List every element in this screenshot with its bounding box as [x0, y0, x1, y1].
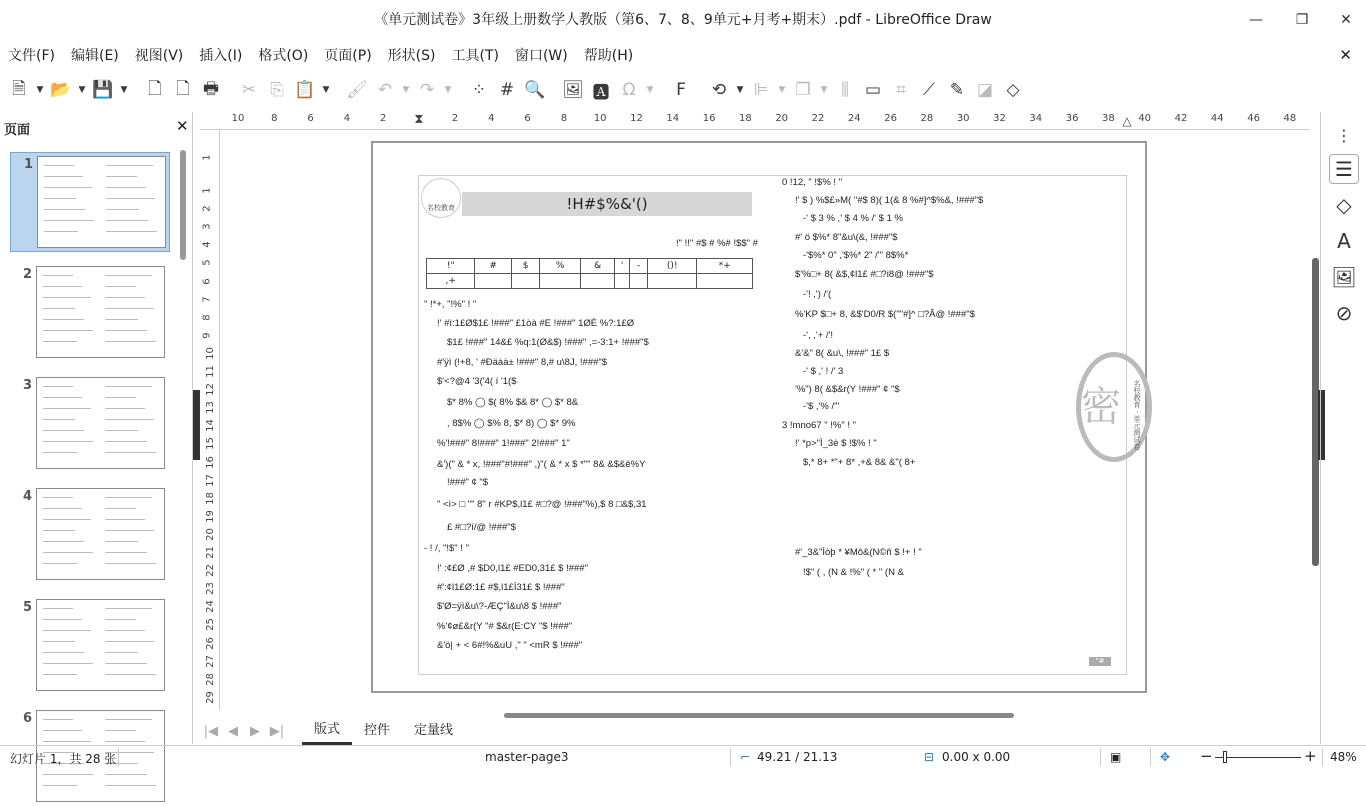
copy-icon[interactable]: ⎘: [270, 80, 284, 100]
ruler-label: 4: [201, 241, 213, 248]
ruler-label: 26: [204, 636, 216, 650]
score-header: #: [475, 259, 511, 274]
ruler-origin-marker[interactable]: ⧗: [414, 112, 424, 127]
zoom-in-button[interactable]: +: [1304, 747, 1317, 765]
tab-layout[interactable]: 版式: [302, 718, 352, 745]
object-size: 0.00 x 0.00: [942, 750, 1011, 764]
toggle-extrusion-icon[interactable]: ◪: [976, 80, 994, 100]
score-table: [426, 258, 753, 289]
page-thumbnail-preview: [36, 377, 165, 469]
text-line: #' ö $%* 8"&u\(&, !###"$: [795, 232, 898, 243]
ruler-label: 44: [1210, 113, 1224, 124]
text-line: !' :¢£Ø ,# $D0,l1£ #ED0,31£ $ !###": [437, 563, 588, 574]
menu-shape[interactable]: 形状(S): [387, 48, 436, 64]
new-document-icon[interactable]: 🗎: [12, 78, 26, 99]
page-thumbnail-number: 5: [23, 600, 33, 615]
text-line: $,* 8+ *"+ 8* ,+& 8& &"( 8+: [803, 457, 916, 468]
ruler-label: 48: [1283, 113, 1297, 124]
text-line: " <ì> □ "" 8" r #KP$,l1£ #□?@ !###"%),$ 8 □&$,31: [437, 499, 647, 510]
standard-toolbar: [6, 74, 1026, 106]
paste-icon[interactable]: 📋: [294, 80, 316, 100]
menu-edit[interactable]: 编辑(E): [70, 48, 119, 64]
ruler-label: 13: [204, 401, 216, 415]
ruler-label: 20: [775, 113, 789, 124]
text-line: %'!###" 8!###" 1!###" 2!###" 1": [437, 438, 570, 449]
close-panel-button[interactable]: ✕: [176, 117, 189, 135]
horizontal-ruler[interactable]: [200, 112, 1310, 130]
ruler-label: 20: [204, 528, 216, 541]
seal-text: 名校教育 · 单元测试卷: [1133, 380, 1141, 450]
ruler-label: 8: [201, 314, 213, 321]
dropdown-arrow-icon[interactable]: ▼: [36, 85, 44, 95]
ruler-label: 14: [204, 419, 216, 433]
text-line: $'<?@4 '3('4( í '1($: [437, 376, 517, 387]
gallery-icon[interactable]: 🖼: [1331, 265, 1357, 289]
undo-icon[interactable]: ↶: [377, 80, 393, 100]
insert-image-icon[interactable]: 🖼: [562, 80, 584, 100]
dropdown-arrow-icon[interactable]: ▼: [820, 85, 828, 95]
text-line: $* 8% ◯ $( 8% $& 8* ◯ $* 8&: [447, 397, 579, 408]
page-thumbnail-preview: [36, 488, 165, 580]
ruler-label: 10: [593, 113, 607, 124]
text-line: $1£ !###" 14&£ %q:1(Ø&$) !###" ,=-3:1+ !###"$: [447, 337, 649, 348]
ruler-label: 24: [204, 600, 216, 614]
shapes-icon[interactable]: ◇: [1006, 80, 1020, 100]
zoom-slider-thumb[interactable]: [1223, 751, 1227, 763]
zoom-slider[interactable]: [1215, 757, 1301, 758]
dropdown-arrow-icon[interactable]: ▼: [120, 85, 128, 95]
score-header: %: [540, 259, 581, 274]
styles-shapes-icon[interactable]: ◇: [1336, 193, 1352, 217]
ruler-right-margin-marker[interactable]: △: [1122, 114, 1132, 128]
ruler-label: 46: [1247, 113, 1260, 124]
text-line: &'ö| + < 6#!%&uU ," " <mR $ !###": [437, 640, 583, 651]
ruler-label: 2: [451, 113, 459, 124]
text-line: - ! /, "!$" ! ": [424, 543, 469, 554]
ruler-label: 28: [920, 113, 934, 124]
dropdown-arrow-icon[interactable]: ▼: [778, 85, 786, 95]
text-line: -'$ ,'% /'": [803, 401, 840, 412]
ruler-label: 32: [993, 113, 1006, 124]
special-character-icon[interactable]: Ω: [622, 80, 636, 100]
page-thumbnail-preview: [36, 266, 165, 358]
points-icon[interactable]: ⟋: [923, 80, 935, 100]
zoom-level[interactable]: 48%: [1330, 750, 1357, 764]
text-line: -'! ,') /'(: [803, 289, 832, 300]
dropdown-arrow-icon[interactable]: ▼: [402, 85, 410, 95]
ruler-label: 25: [204, 618, 216, 632]
text-line: 0 !12, " !$% ! ": [782, 177, 843, 188]
score-header: &: [581, 259, 615, 274]
document-modified-icon[interactable]: ▣: [1110, 750, 1122, 764]
ruler-label: 9: [201, 332, 213, 339]
print-icon[interactable]: 🖶: [202, 78, 220, 99]
ruler-label: 15: [204, 437, 216, 451]
exam-title: !H#$%&'(): [462, 192, 752, 216]
ruler-label: 24: [847, 113, 861, 124]
ruler-label: 1: [201, 187, 213, 194]
text-line: " !*+, "!%" ! ": [424, 299, 477, 310]
dropdown-arrow-icon[interactable]: ▼: [78, 85, 86, 95]
dropdown-arrow-icon[interactable]: ▼: [444, 85, 452, 95]
pages-panel: [0, 112, 193, 744]
ruler-label: 3: [201, 223, 213, 230]
tab-controls[interactable]: 控件: [364, 723, 391, 738]
text-line: #'_3&"Ìòþ * ¥Mô&(N©ñ $ !+ ! ": [795, 547, 922, 558]
ruler-label: 18: [739, 113, 752, 124]
ruler-label: 28: [204, 672, 216, 686]
text-line: %'KP $□+ 8, &$'D0/R $(""#]^ □?Â@ !###"$: [795, 309, 975, 320]
ruler-label: 22: [811, 113, 825, 124]
layer-tabs-bar: [200, 718, 465, 744]
ruler-label: 10: [231, 113, 245, 124]
score-header: ()!: [648, 259, 697, 274]
ruler-label: 2: [201, 205, 213, 212]
properties-icon[interactable]: ☰: [1329, 154, 1359, 184]
minimize-button[interactable]: —: [1249, 12, 1263, 28]
text-line: -', ,'+ /'!: [803, 330, 833, 341]
text-line: !###" ¢ "$: [447, 477, 489, 488]
ruler-label: 26: [884, 113, 897, 124]
ruler-label: 17: [204, 473, 216, 487]
menu-tools[interactable]: 工具(T): [451, 48, 499, 64]
zoom-pan-icon[interactable]: 🔍: [524, 80, 546, 100]
export-pdf-icon[interactable]: 🗋: [176, 78, 190, 99]
open-folder-icon[interactable]: 📂: [50, 80, 72, 100]
text-line: '%") 8( &$&r(Y !###" ¢ "$: [795, 384, 900, 395]
size-icon: ⊟: [924, 750, 935, 764]
ruler-label: 12: [204, 383, 216, 396]
collapse-left-panel-button[interactable]: [193, 390, 200, 460]
crop-icon[interactable]: ⌗: [896, 80, 906, 100]
menu-page[interactable]: 页面(P): [324, 48, 372, 64]
shadow-icon[interactable]: ▭: [864, 80, 882, 100]
score-header: !": [427, 259, 475, 274]
next-page-button[interactable]: ▶: [250, 723, 260, 739]
ruler-label: 2: [380, 113, 387, 124]
position-icon: ⌐: [740, 750, 751, 764]
text-line: %'¢ø£&r(Y "# $&r(E:CY "$ !###": [437, 621, 573, 632]
sidebar-menu-button[interactable]: ⋮: [1336, 125, 1352, 145]
last-page-button[interactable]: ▶|: [269, 723, 285, 739]
ruler-label: 8: [271, 113, 278, 124]
ruler-label: 8: [560, 113, 568, 124]
page-thumbnail[interactable]: [10, 374, 170, 474]
ruler-label: 30: [956, 113, 970, 124]
page-thumbnail-number: 2: [23, 267, 33, 282]
maximize-button[interactable]: ❐: [1295, 12, 1309, 28]
ruler-label: 19: [204, 509, 216, 523]
text-line: -'$%* 0" ,'$%* 2" /'" 8$%*: [803, 250, 909, 261]
pages-panel-scrollbar[interactable]: [180, 150, 186, 260]
ruler-label: 36: [1065, 113, 1079, 124]
ruler-label: 38: [1102, 113, 1115, 124]
redo-icon[interactable]: ↷: [419, 80, 435, 100]
ruler-label: 10: [204, 347, 216, 360]
master-page-name: master-page3: [485, 750, 569, 764]
menu-view[interactable]: 视图(V): [134, 48, 184, 64]
grid-icon[interactable]: ⁘: [471, 80, 487, 100]
pages-panel-title: 页面: [4, 123, 31, 138]
ruler-label: 27: [204, 654, 216, 668]
text-line: !' *p>"Ì_3è $ !$% ! ": [795, 438, 877, 449]
save-icon[interactable]: 💾: [92, 80, 114, 100]
exam-info-line: !" !!" #$ # %# !$$" #: [676, 238, 758, 249]
text-line: !' $ ) %$£»M( "#$ 8)( 1(& 8 %#]^$%&, !###"$: [795, 195, 984, 206]
previous-page-button[interactable]: ◀: [228, 723, 238, 739]
character-styles-icon[interactable]: A: [1337, 229, 1351, 253]
ruler-label: 34: [1029, 113, 1043, 124]
page-thumbnail[interactable]: [10, 485, 170, 585]
text-line: , 8$% ◯ $% 8, $* 8) ◯ $* 9%: [447, 418, 576, 429]
ruler-label: 4: [488, 113, 495, 124]
glue-points-icon[interactable]: ✎: [949, 80, 965, 100]
transformations-icon[interactable]: ⟲: [711, 80, 727, 100]
close-document-button[interactable]: ✕: [1339, 46, 1352, 64]
cursor-position: 49.21 / 21.13: [757, 750, 838, 764]
ruler-label: 40: [1138, 113, 1152, 124]
ruler-label: 6: [524, 113, 531, 124]
ruler-label: 18: [204, 491, 216, 505]
menu-help[interactable]: 帮助(H): [583, 48, 634, 64]
helplines-icon[interactable]: #: [499, 80, 515, 100]
text-line: $'%□+ 8( &$,¢l1£ #□?i8@ !###"$: [795, 269, 934, 280]
score-cell: ,+: [427, 274, 475, 289]
ruler-label: 29: [204, 690, 216, 704]
page-thumbnail-preview: [36, 599, 165, 691]
page-thumbnail-preview: [37, 156, 166, 248]
text-line: -' $ ,' ! /' 3: [803, 366, 844, 377]
slide-counter: 幻灯片 1，共 28 张: [10, 752, 117, 766]
dropdown-arrow-icon[interactable]: ▼: [736, 85, 744, 95]
page-thumbnail-number: 3: [23, 378, 33, 393]
menu-file[interactable]: 文件(F): [8, 48, 55, 64]
page-thumbnail-number: 6: [23, 711, 33, 726]
ruler-label: 7: [201, 295, 213, 303]
page-thumbnail-number: 4: [23, 489, 33, 504]
close-window-button[interactable]: ✕: [1340, 12, 1352, 28]
text-line: $'Ø=ÿì&u\?-ÆÇ"Ì&u\8 $ !###": [437, 601, 562, 612]
school-logo: 名校教育: [421, 178, 461, 218]
score-header: $: [511, 259, 540, 274]
vertical-ruler[interactable]: [200, 130, 220, 710]
score-header: -: [629, 259, 647, 274]
menu-format[interactable]: 格式(O): [258, 48, 309, 64]
ruler-label: 42: [1174, 113, 1188, 124]
page-mark: "#: [1089, 657, 1111, 666]
page-thumbnail[interactable]: [10, 152, 170, 252]
text-line: &')(" & * x, !###"#!###" ,)"( & * x $ *"" 8& &$&ê%Y: [437, 459, 646, 470]
menu-bar: [0, 44, 641, 68]
text-line: £ #□?í/@ !###"$: [447, 522, 516, 533]
text-line: !' #ì:1£Ø$1£ !###" £1òà #E !###" 1ØÈ %?:1£Ø: [437, 318, 635, 329]
text-line: -' $ 3 % ,' $ 4 % /' $ 1 %: [803, 213, 903, 224]
ruler-label: 14: [666, 113, 680, 124]
window-title: 《单元测试卷》3年级上册数学人教版（第6、7、8、9单元+月考+期末）.pdf - LibreOffice Draw: [374, 12, 992, 28]
dropdown-arrow-icon[interactable]: ▼: [322, 85, 330, 95]
ruler-label: 22: [204, 564, 216, 577]
dropdown-arrow-icon[interactable]: ▼: [646, 85, 654, 95]
score-header: ': [615, 259, 630, 274]
text-line: #'ÿì (!+8, ' #Ðäàà± !###" 8,# u\8J, !###"$: [437, 357, 608, 368]
cut-icon[interactable]: ✂: [241, 80, 257, 100]
status-bar: [0, 745, 1366, 768]
ruler-label: 23: [204, 582, 216, 596]
distribute-icon[interactable]: ⫼: [841, 80, 849, 100]
zoom-out-button[interactable]: −: [1200, 747, 1213, 765]
ruler-label: 6: [201, 277, 213, 285]
ruler-label: 6: [307, 113, 314, 124]
ruler-label: 5: [201, 259, 213, 267]
fit-page-icon[interactable]: ✥: [1160, 750, 1171, 764]
export-icon[interactable]: 🗋: [148, 78, 162, 99]
page-thumbnail[interactable]: [10, 596, 170, 696]
ruler-label: 4: [343, 113, 351, 124]
seal-watermark: 密: [1076, 352, 1152, 462]
menu-insert[interactable]: 插入(I): [199, 48, 243, 64]
page-thumbnail-number: 1: [24, 157, 34, 172]
text-line: 3 !mno67 " !%" ! ": [782, 420, 857, 431]
page-thumbnail[interactable]: [10, 263, 170, 363]
insert-textbox-icon[interactable]: 🅰: [592, 82, 610, 103]
arrange-icon[interactable]: ❐: [795, 80, 811, 100]
text-line: #':¢l1£Ø:1£ #$,l1£Ì31£ $ !###": [437, 582, 565, 593]
score-header: *+: [697, 259, 753, 274]
text-line: !$" ( , (N & !%" ( * " (N &: [803, 567, 904, 578]
first-page-button[interactable]: |◀: [203, 723, 219, 739]
horizontal-scrollbar[interactable]: [504, 713, 1014, 718]
sidebar-deck: [1320, 112, 1366, 744]
ruler-label: 16: [702, 113, 716, 124]
clone-formatting-icon[interactable]: 🖌: [346, 80, 368, 100]
align-icon[interactable]: ⊫: [753, 80, 769, 100]
ruler-label: 21: [204, 546, 216, 559]
text-line: &'&" 8( &u\, !###" 1£ $: [795, 348, 890, 359]
menu-window[interactable]: 窗口(W): [514, 48, 568, 64]
ruler-label: 16: [204, 455, 216, 469]
ruler-label: 12: [630, 113, 643, 124]
navigator-icon[interactable]: ⊘: [1335, 301, 1353, 325]
tab-dimension-lines[interactable]: 定量线: [414, 723, 454, 738]
fontwork-icon[interactable]: F: [676, 80, 686, 100]
ruler-label: 1: [201, 154, 213, 161]
ruler-label: 11: [204, 365, 216, 378]
